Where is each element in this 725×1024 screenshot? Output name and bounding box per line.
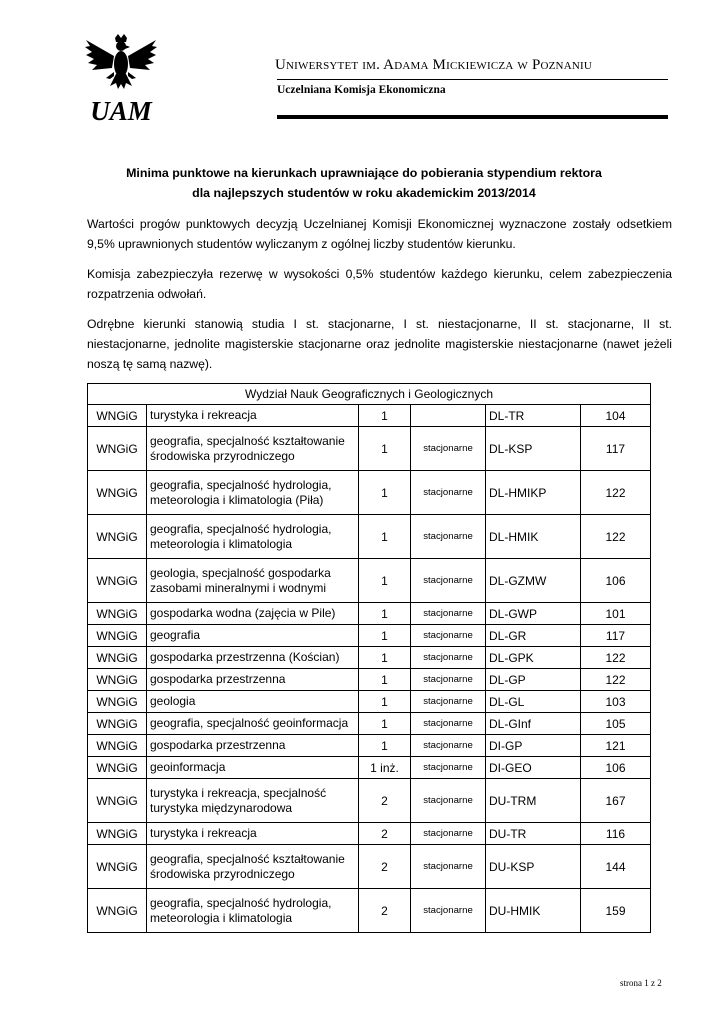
study-mode-cell: stacjonarne (411, 823, 486, 845)
faculty-code-cell: WNGiG (88, 559, 147, 603)
program-code-cell: DU-HMIK (486, 889, 581, 933)
faculty-code-cell: WNGiG (88, 845, 147, 889)
paragraph-separate-programs: Odrębne kierunki stanowią studia I st. stacjonarne, I st. niestacjonarne, II st. stacjonarne, II st. niestacjonarne, jednolite magisterskie stacjonarne oraz jednolite magisterskie niestacjonarne (nawet jeżeli noszą tę samą nazwę). (87, 317, 672, 371)
table-row (88, 757, 651, 779)
table-row (88, 427, 651, 471)
points-threshold-cell: 103 (581, 691, 651, 713)
faculty-code-cell: WNGiG (88, 625, 147, 647)
program-code-cell: DL-GWP (486, 603, 581, 625)
degree-level-cell: 1 (359, 559, 411, 603)
program-name-cell: turystyka i rekreacja, specjalność turystyka międzynarodowa (147, 779, 359, 823)
degree-level-cell: 1 (359, 427, 411, 471)
degree-level-cell: 1 (359, 515, 411, 559)
study-mode-cell: stacjonarne (411, 735, 486, 757)
study-mode-cell: stacjonarne (411, 427, 486, 471)
program-name-cell: geografia, specjalność hydrologia, meteorologia i klimatologia (Piła) (147, 471, 359, 515)
paragraph-thresholds: Wartości progów punktowych decyzją Uczelnianej Komisji Ekonomicznej wyznaczone zostały odsetkiem 9,5% uprawnionych studentów wyliczanym z ogólnej liczby studentów kierunku. (87, 217, 672, 251)
table-body (88, 405, 651, 933)
study-mode-cell: stacjonarne (411, 889, 486, 933)
faculty-header: Wydział Nauk Geograficznych i Geologicznych (88, 384, 651, 405)
table-row (88, 713, 651, 735)
points-threshold-cell: 159 (581, 889, 651, 933)
program-code-cell: DL-KSP (486, 427, 581, 471)
points-threshold-cell: 104 (581, 405, 651, 427)
points-threshold-cell: 117 (581, 427, 651, 471)
study-mode-cell: stacjonarne (411, 515, 486, 559)
study-mode-cell: stacjonarne (411, 559, 486, 603)
program-code-cell: DI-GP (486, 735, 581, 757)
page-number: strona 1 z 2 (620, 978, 662, 988)
degree-level-cell: 1 (359, 735, 411, 757)
program-code-cell: DL-HMIK (486, 515, 581, 559)
uam-eagle-logo (84, 34, 158, 124)
degree-level-cell: 1 (359, 625, 411, 647)
degree-level-cell: 1 (359, 691, 411, 713)
program-code-cell: DL-GInf (486, 713, 581, 735)
program-name-cell: gospodarka wodna (zajęcia w Pile) (147, 603, 359, 625)
points-threshold-cell: 122 (581, 647, 651, 669)
points-threshold-cell: 144 (581, 845, 651, 889)
program-name-cell: turystyka i rekreacja (147, 405, 359, 427)
program-name-cell: geologia, specjalność gospodarka zasobami mineralnymi i wodnymi (147, 559, 359, 603)
program-code-cell: DU-KSP (486, 845, 581, 889)
program-name-cell: geologia (147, 691, 359, 713)
paragraph-reserve: Komisja zabezpieczyła rezerwę w wysokości 0,5% studentów każdego kierunku, celem zabezpieczenia rozpatrzenia odwołań. (87, 267, 672, 301)
program-code-cell: DL-HMIKP (486, 471, 581, 515)
points-threshold-cell: 106 (581, 559, 651, 603)
study-mode-cell: stacjonarne (411, 471, 486, 515)
program-name-cell: geoinformacja (147, 757, 359, 779)
table-row (88, 405, 651, 427)
study-mode-cell: stacjonarne (411, 669, 486, 691)
study-mode-cell: stacjonarne (411, 757, 486, 779)
faculty-code-cell: WNGiG (88, 515, 147, 559)
points-threshold-cell: 116 (581, 823, 651, 845)
degree-level-cell: 1 inż. (359, 757, 411, 779)
faculty-code-cell: WNGiG (88, 427, 147, 471)
degree-level-cell: 1 (359, 405, 411, 427)
points-threshold-cell: 122 (581, 515, 651, 559)
title-line-2: dla najlepszych studentów w roku akademickim 2013/2014 (192, 186, 536, 200)
faculty-code-cell: WNGiG (88, 647, 147, 669)
points-threshold-cell: 105 (581, 713, 651, 735)
degree-level-cell: 1 (359, 647, 411, 669)
program-name-cell: geografia, specjalność geoinformacja (147, 713, 359, 735)
table-row (88, 823, 651, 845)
title-line-1: Minima punktowe na kierunkach uprawniające do pobierania stypendium rektora (126, 166, 602, 180)
faculty-code-cell: WNGiG (88, 823, 147, 845)
degree-level-cell: 2 (359, 823, 411, 845)
table-row (88, 647, 651, 669)
document-title (84, 163, 644, 203)
program-code-cell: DL-GR (486, 625, 581, 647)
faculty-code-cell: WNGiG (88, 713, 147, 735)
table-row (88, 515, 651, 559)
faculty-code-cell: WNGiG (88, 691, 147, 713)
faculty-code-cell: WNGiG (88, 779, 147, 823)
degree-level-cell: 1 (359, 603, 411, 625)
program-code-cell: DI-GEO (486, 757, 581, 779)
points-threshold-cell: 117 (581, 625, 651, 647)
faculty-code-cell: WNGiG (88, 889, 147, 933)
table-row (88, 691, 651, 713)
degree-level-cell: 1 (359, 669, 411, 691)
header-divider-thin (277, 79, 668, 80)
header-divider-thick (277, 115, 668, 119)
faculty-code-cell: WNGiG (88, 471, 147, 515)
program-code-cell: DL-GL (486, 691, 581, 713)
committee-name: Uczelniana Komisja Ekonomiczna (277, 84, 446, 96)
program-name-cell: geografia, specjalność hydrologia, meteorologia i klimatologia (147, 515, 359, 559)
table-row (88, 603, 651, 625)
points-threshold-cell: 106 (581, 757, 651, 779)
degree-level-cell: 1 (359, 713, 411, 735)
degree-level-cell: 1 (359, 471, 411, 515)
study-mode-cell: stacjonarne (411, 647, 486, 669)
table-row (88, 471, 651, 515)
degree-level-cell: 2 (359, 845, 411, 889)
logo-text: UAM (90, 96, 152, 124)
program-code-cell: DL-GPK (486, 647, 581, 669)
study-mode-cell: stacjonarne (411, 713, 486, 735)
program-name-cell: gospodarka przestrzenna (Kościan) (147, 647, 359, 669)
program-code-cell: DL-GP (486, 669, 581, 691)
table-row (88, 625, 651, 647)
points-threshold-cell: 121 (581, 735, 651, 757)
table-row (88, 559, 651, 603)
table-row (88, 845, 651, 889)
faculty-code-cell: WNGiG (88, 757, 147, 779)
degree-level-cell: 2 (359, 889, 411, 933)
table-row (88, 889, 651, 933)
program-name-cell: geografia, specjalność hydrologia, meteorologia i klimatologia (147, 889, 359, 933)
points-threshold-cell: 122 (581, 669, 651, 691)
program-name-cell: turystyka i rekreacja (147, 823, 359, 845)
university-name: Uniwersytet im. Adama Mickiewicza w Poznaniu (275, 57, 592, 73)
program-code-cell: DU-TRM (486, 779, 581, 823)
table-row (88, 779, 651, 823)
program-name-cell: geografia, specjalność kształtowanie środowiska przyrodniczego (147, 845, 359, 889)
degree-level-cell: 2 (359, 779, 411, 823)
program-name-cell: geografia, specjalność kształtowanie środowiska przyrodniczego (147, 427, 359, 471)
program-name-cell: gospodarka przestrzenna (147, 669, 359, 691)
faculty-code-cell: WNGiG (88, 405, 147, 427)
study-mode-cell: stacjonarne (411, 845, 486, 889)
points-threshold-cell: 167 (581, 779, 651, 823)
points-threshold-cell: 122 (581, 471, 651, 515)
program-name-cell: geografia (147, 625, 359, 647)
program-code-cell: DU-TR (486, 823, 581, 845)
study-mode-cell: stacjonarne (411, 691, 486, 713)
table-row (88, 669, 651, 691)
faculty-code-cell: WNGiG (88, 603, 147, 625)
faculty-code-cell: WNGiG (88, 669, 147, 691)
program-name-cell: gospodarka przestrzenna (147, 735, 359, 757)
table-row (88, 735, 651, 757)
points-threshold-cell: 101 (581, 603, 651, 625)
program-code-cell: DL-GZMW (486, 559, 581, 603)
study-mode-cell: stacjonarne (411, 603, 486, 625)
study-mode-cell: stacjonarne (411, 625, 486, 647)
study-mode-cell: stacjonarne (411, 779, 486, 823)
threshold-table (87, 383, 651, 933)
study-mode-cell (411, 405, 486, 427)
program-code-cell: DL-TR (486, 405, 581, 427)
faculty-code-cell: WNGiG (88, 735, 147, 757)
